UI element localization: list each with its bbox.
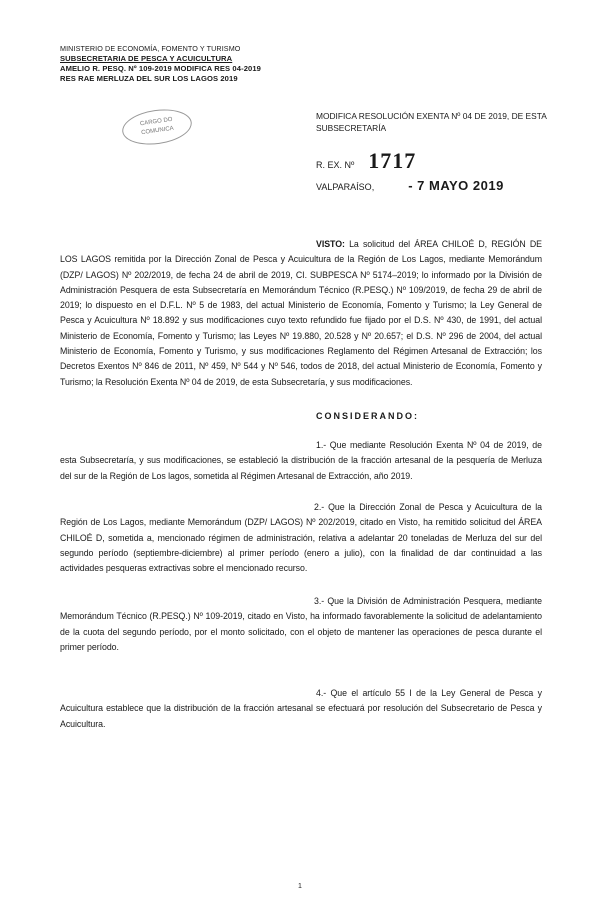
visto-label: VISTO: <box>316 239 345 249</box>
resolution-tag-line: RES RAE MERLUZA DEL SUR LOS LAGOS 2019 <box>60 74 238 83</box>
considerando-paragraph: 2.- Que la Dirección Zonal de Pesca y Acuicultura de la Región de Los Lagos, mediante Memorándum (DZP/ LAGOS) Nº 202/2019, citado en Visto, ha remitido solicitud del ÁREA CHILOÉ D, sometida a, mencionado régimen de administración, relativa a adelantar 20 toneladas de Merluza del sur del segundo período (septiembre-diciembre) al primer período (enero a julio), con la finalidad de dar continuidad a las actividades pesqueras extractivas sobre el mencionado recurso. <box>60 502 542 574</box>
letterhead <box>60 44 300 84</box>
considerando-paragraph: 4.- Que el artículo 55 I de la Ley General de Pesca y Acuicultura establece que la distribución de la fracción artesanal se efectuará por resolución del Subsecretario de Pesca y Acuicultura. <box>60 688 542 729</box>
considerando-heading: CONSIDERANDO: <box>316 411 420 421</box>
visto-section <box>60 237 542 390</box>
resolution-subject: MODIFICA RESOLUCIÓN EXENTA Nº 04 DE 2019, DE ESTA SUBSECRETARÍA <box>316 111 547 133</box>
page-number: 1 <box>298 883 302 890</box>
considerando-1 <box>60 438 542 484</box>
considerando-paragraph: 3.- Que la División de Administración Pesquera, mediante Memorándum Técnico (R.PESQ.) Nº 109-2019, citado en Visto, ha informado favorablemente la solicitud de adelantamiento de la cuota del segundo período, por el monto solicitado, con el objeto de mantener las operaciones de pesca durante el primer período. <box>60 596 542 652</box>
rex-number: 1717 <box>368 148 417 173</box>
place-date-block <box>316 178 504 193</box>
ministry-line: MINISTERIO DE ECONOMÍA, FOMENTO Y TURISMO <box>60 44 241 53</box>
considerando-4 <box>60 686 542 732</box>
considerando-paragraph: 1.- Que mediante Resolución Exenta Nº 04 de 2019, de esta Subsecretaría, y sus modificaciones, se estableció la distribución de la fracción artesanal de la pesquería de Merluza del sur de la Región de Los lagos, sometida al Régimen Artesanal de Extracción, año 2019. <box>60 440 542 481</box>
considerando-3 <box>60 594 542 655</box>
considerando-2 <box>60 500 542 576</box>
memo-reference-line: AMELIO R. PESQ. Nº 109-2019 MODIFICA RES 04-2019 <box>60 64 261 73</box>
subsecretaria-line: SUBSECRETARIA DE PESCA Y ACUICULTURA <box>60 54 233 63</box>
office-stamp: CARGO DO COMUNICA <box>120 105 194 148</box>
resolution-number-block <box>316 148 416 174</box>
city-label: VALPARAÍSO, <box>316 182 375 192</box>
visto-text: La solicitud del ÁREA CHILOÉ D, REGIÓN DE LOS LAGOS remitida por la Dirección Zonal de Pesca y Acuicultura de la Región de Los Lagos, mediante Memorándum (DZP/ LAGOS) Nº 202/2019, de fecha 24 de abril de 2019, CI. SUBPESCA Nº 5174–2019; lo informado por la División de Administración Pesquera de esta Subsecretaría en Memorándum Técnico (R.PESQ.) Nº 109/2019, de fecha 29 de abril de 2019; lo dispuesto en el D.F.L. Nº 5 de 1983, del actual Ministerio de Economía, Fomento y Turismo; la Ley General de Pesca y Acuicultura Nº 18.892 y sus modificaciones cuyo texto refundido fue fijado por el D.S. Nº 430, de 1991, del actual Ministerio de Economía, Fomento y Turismo; las Leyes Nº 19.880, 20.528 y Nº 20.657; el D.S. Nº 296 de 2004, del actual Ministerio de Economía, Fomento y Turismo, y sus modificaciones Reglamento del Régimen Artesanal de Extracción; los Decretos Exentos Nº 846 de 2011, Nº 459, Nº 544 y Nº 546, todos de 2018, del actual Ministerio de Economía, Fomento y Turismo; la Resolución Exenta Nº 04 de 2019, de esta Subsecretaría, y sus modificaciones. <box>60 239 542 387</box>
rex-label: R. EX. Nº <box>316 160 355 170</box>
date-stamp: - 7 MAYO 2019 <box>408 178 504 193</box>
